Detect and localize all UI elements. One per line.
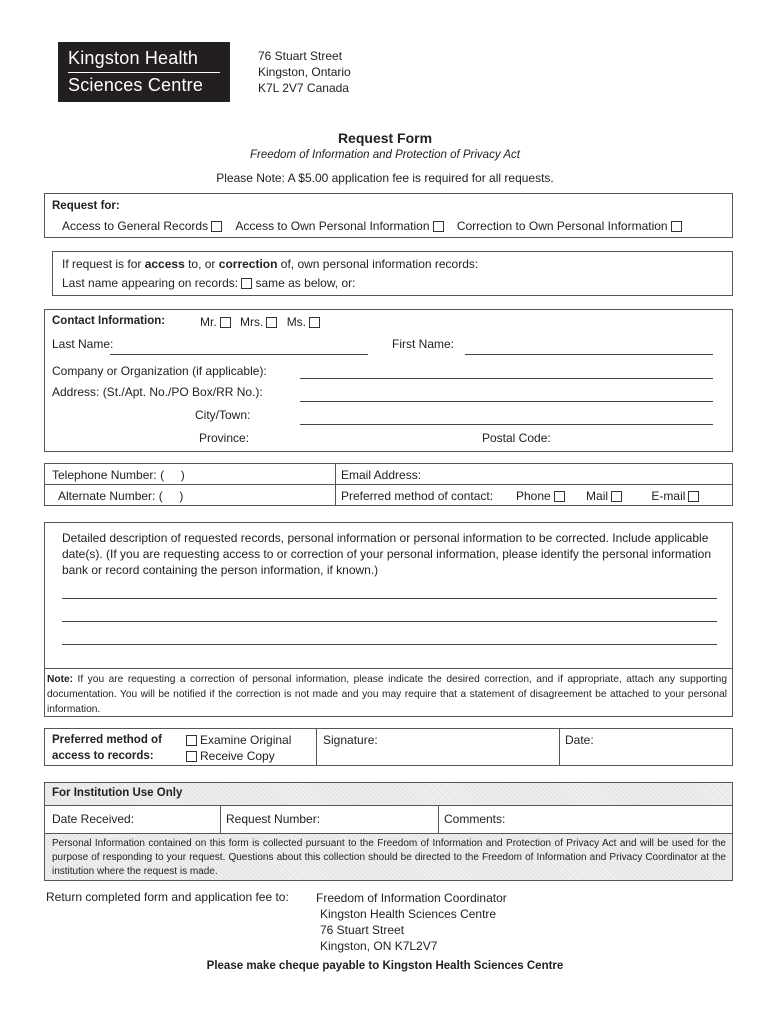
access-word: access xyxy=(144,257,185,271)
first-name-field[interactable] xyxy=(465,354,713,355)
mail-option-label: Mail xyxy=(586,489,609,503)
province-label: Province: xyxy=(199,431,250,445)
phone-option-checkbox[interactable] xyxy=(554,491,565,502)
return-label: Return completed form and application fee to: xyxy=(46,890,289,904)
address-label: Address: (St./Apt. No./PO Box/RR No.): xyxy=(52,385,263,399)
correction-word: correction xyxy=(218,257,278,271)
last-name-on-records-label: Last name appearing on records: xyxy=(62,276,239,290)
same-as-below-label: same as below, or: xyxy=(255,276,356,290)
mail-option-checkbox[interactable] xyxy=(611,491,622,502)
first-name-label: First Name: xyxy=(392,337,455,351)
request-for-options xyxy=(62,219,682,233)
opt-own-info-checkbox[interactable] xyxy=(433,221,444,232)
phone-row-divider xyxy=(44,484,733,485)
return-address-line1: Freedom of Information Coordinator xyxy=(316,891,507,905)
last-name-label: Last Name: xyxy=(52,337,114,351)
email-label: Email Address: xyxy=(341,468,422,482)
examine-original-checkbox[interactable] xyxy=(186,735,197,746)
description-line-2[interactable] xyxy=(62,621,717,622)
receive-copy-label: Receive Copy xyxy=(200,749,275,763)
access-line1 xyxy=(62,257,478,271)
opt-correction-checkbox[interactable] xyxy=(671,221,682,232)
institution-col-divider-2 xyxy=(438,805,439,833)
form-title: Request Form xyxy=(337,130,433,146)
alternate-label: Alternate Number: ( ) xyxy=(58,489,184,503)
access-line1-a: If request is for xyxy=(62,257,145,271)
comments-label: Comments: xyxy=(444,812,506,826)
description-line-1[interactable] xyxy=(62,598,717,599)
mr-label: Mr. xyxy=(200,315,217,329)
address-line3: K7L 2V7 Canada xyxy=(258,81,349,95)
note-text: If you are requesting a correction of personal information, please indicate the desired correction, and if appropriate, attach any supporting documentation. You will be notified if the correction is not made and you may require that a statement of disagreement be attached to your personal information. xyxy=(47,674,727,715)
email-option-checkbox[interactable] xyxy=(688,491,699,502)
institution-heading: For Institution Use Only xyxy=(52,787,183,799)
note-label: Note: xyxy=(47,674,74,685)
description-line-3[interactable] xyxy=(62,644,717,645)
opt-correction-label: Correction to Own Personal Information xyxy=(456,219,668,233)
email-option-label: E-mail xyxy=(651,489,686,503)
logo-rule xyxy=(68,72,220,73)
preferred-access-line2: access to records: xyxy=(52,750,154,762)
request-for-heading: Request for: xyxy=(52,200,120,212)
return-address-line3: 76 Stuart Street xyxy=(320,923,405,937)
city-field[interactable] xyxy=(300,424,713,425)
correction-note xyxy=(47,672,727,717)
ms-checkbox[interactable] xyxy=(309,317,320,328)
signature-divider xyxy=(316,728,317,766)
access-method-options xyxy=(186,732,291,764)
ms-label: Ms. xyxy=(286,315,307,329)
description-text: Detailed description of requested records, personal information or personal information to be corrected. Include applicable date(s). (If you are requesting access to or correction of your personal information, please identify the personal information bank or record containing the person information, if known.) xyxy=(62,531,712,577)
examine-original-label: Examine Original xyxy=(200,733,292,747)
receive-copy-checkbox[interactable] xyxy=(186,751,197,762)
phone-option-label: Phone xyxy=(516,489,551,503)
khsc-logo xyxy=(58,42,230,102)
date-label: Date: xyxy=(565,733,594,747)
mr-checkbox[interactable] xyxy=(220,317,231,328)
return-address xyxy=(316,890,507,954)
logo-line1: Kingston Health xyxy=(68,48,199,68)
salutation-options xyxy=(200,315,320,329)
logo-line2: Sciences Centre xyxy=(68,75,204,95)
request-number-label: Request Number: xyxy=(226,812,321,826)
telephone-label: Telephone Number: ( ) xyxy=(52,468,185,482)
institution-header-divider xyxy=(44,805,733,806)
return-address-line2: Kingston Health Sciences Centre xyxy=(320,907,497,921)
institution-col-divider-1 xyxy=(220,805,221,833)
preferred-access-line1: Preferred method of xyxy=(52,734,162,746)
contact-section xyxy=(44,309,733,452)
last-name-field[interactable] xyxy=(110,354,368,355)
opt-own-info-label: Access to Own Personal Information xyxy=(235,219,430,233)
address-line1: 76 Stuart Street xyxy=(258,49,343,63)
date-received-label: Date Received: xyxy=(52,812,135,826)
signature-label: Signature: xyxy=(323,733,378,747)
city-label: City/Town: xyxy=(195,408,251,422)
fee-note: Please Note: A $5.00 application fee is required for all requests. xyxy=(216,171,554,185)
contact-heading: Contact Information: xyxy=(52,315,166,327)
note-divider xyxy=(44,668,733,669)
mrs-label: Mrs. xyxy=(240,315,264,329)
access-line1-c: to, or xyxy=(184,257,219,271)
access-line1-e: of, own personal information records: xyxy=(277,257,479,271)
company-label: Company or Organization (if applicable): xyxy=(52,364,267,378)
header-address xyxy=(258,48,351,96)
preferred-contact-label: Preferred method of contact: xyxy=(341,489,494,503)
postal-code-label: Postal Code: xyxy=(482,431,551,445)
opt-general-records-label: Access to General Records xyxy=(62,219,209,233)
date-divider xyxy=(559,728,560,766)
same-as-below-checkbox[interactable] xyxy=(241,278,252,289)
opt-general-records-checkbox[interactable] xyxy=(211,221,222,232)
privacy-notice: Personal Information contained on this form is collected pursuant to the Freedom of Information and Protection of Privacy Act and will be used for the purpose of responding to your request. Questions about this collection should be directed to the Freedom of Information and Privacy Coordinator at the institution where the request is made. xyxy=(52,838,726,877)
company-field[interactable] xyxy=(300,378,713,379)
contact-method-options xyxy=(516,489,699,503)
return-address-line4: Kingston, ON K7L2V7 xyxy=(320,939,438,953)
cheque-note: Please make cheque payable to Kingston Health Sciences Centre xyxy=(206,960,564,972)
access-line2 xyxy=(62,276,356,290)
mrs-checkbox[interactable] xyxy=(266,317,277,328)
address-field[interactable] xyxy=(300,401,713,402)
address-line2: Kingston, Ontario xyxy=(258,65,351,79)
form-subtitle: Freedom of Information and Protection of Privacy Act xyxy=(250,149,520,161)
preferred-access-label xyxy=(52,732,162,764)
